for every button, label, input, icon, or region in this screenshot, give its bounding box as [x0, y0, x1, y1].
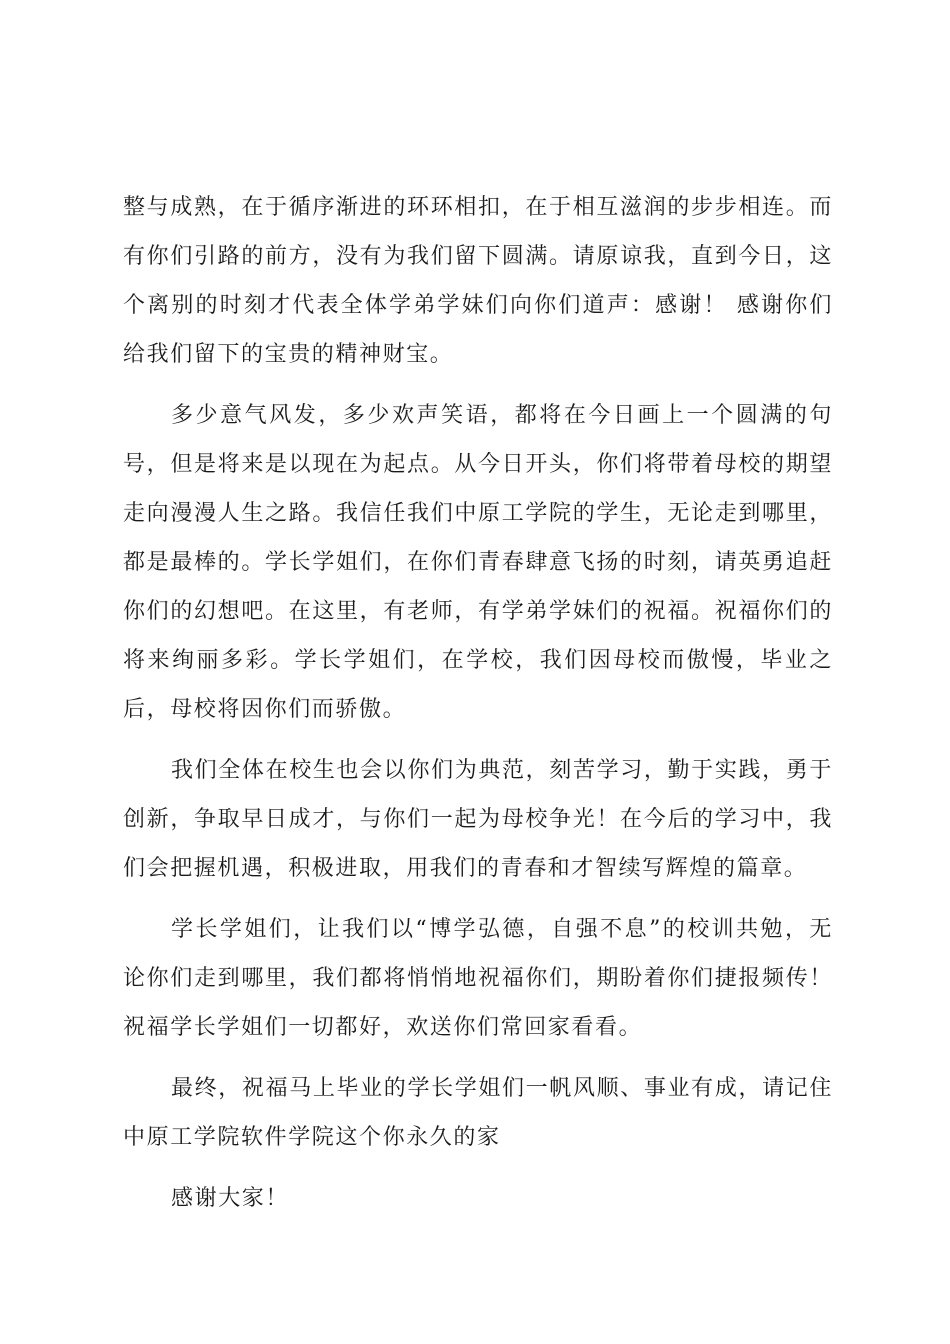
paragraph-3: 我们全体在校生也会以你们为典范，刻苦学习，勤于实践，勇于创新，争取早日成才，与你们一起为母校争光！在今后的学习中，我们会把握机遇，积极进取，用我们的青春和才智续写辉煌的篇章。 [123, 758, 833, 881]
paragraph-1: 整与成熟，在于循序渐进的环环相扣，在于相互滋润的步步相连。而有你们引路的前方，没有为我们留下圆满。请原谅我，直到今日，这个离别的时刻才代表全体学弟学妹们向你们道声：感谢！ 感谢你们给我们留下的宝贵的精神财宝。 [123, 195, 833, 367]
document-body [123, 183, 833, 1235]
closing-thanks: 感谢大家！ [171, 1186, 290, 1211]
paragraph-5: 最终，祝福马上毕业的学长学姐们一帆风顺、事业有成，请记住中原工学院软件学院这个你永久的家 [123, 1076, 833, 1150]
paragraph-2: 多少意气风发，多少欢声笑语，都将在今日画上一个圆满的句号，但是将来是以现在为起点。从今日开头，你们将带着母校的期望走向漫漫人生之路。我信任我们中原工学院的学生，无论走到哪里，都是最棒的。学长学姐们，在你们青春肆意飞扬的时刻，请英勇追赶你们的幻想吧。在这里，有老师，有学弟学妹们的祝福。祝福你们的将来绚丽多彩。学长学姐们，在学校，我们因母校而傲慢，毕业之后，母校将因你们而骄傲。 [123, 403, 833, 722]
paragraph-4: 学长学姐们，让我们以“博学弘德，自强不息”的校训共勉，无论你们走到哪里，我们都将悄悄地祝福你们，期盼着你们捷报频传！祝福学长学姐们一切都好，欢送你们常回家看看。 [123, 917, 833, 1040]
